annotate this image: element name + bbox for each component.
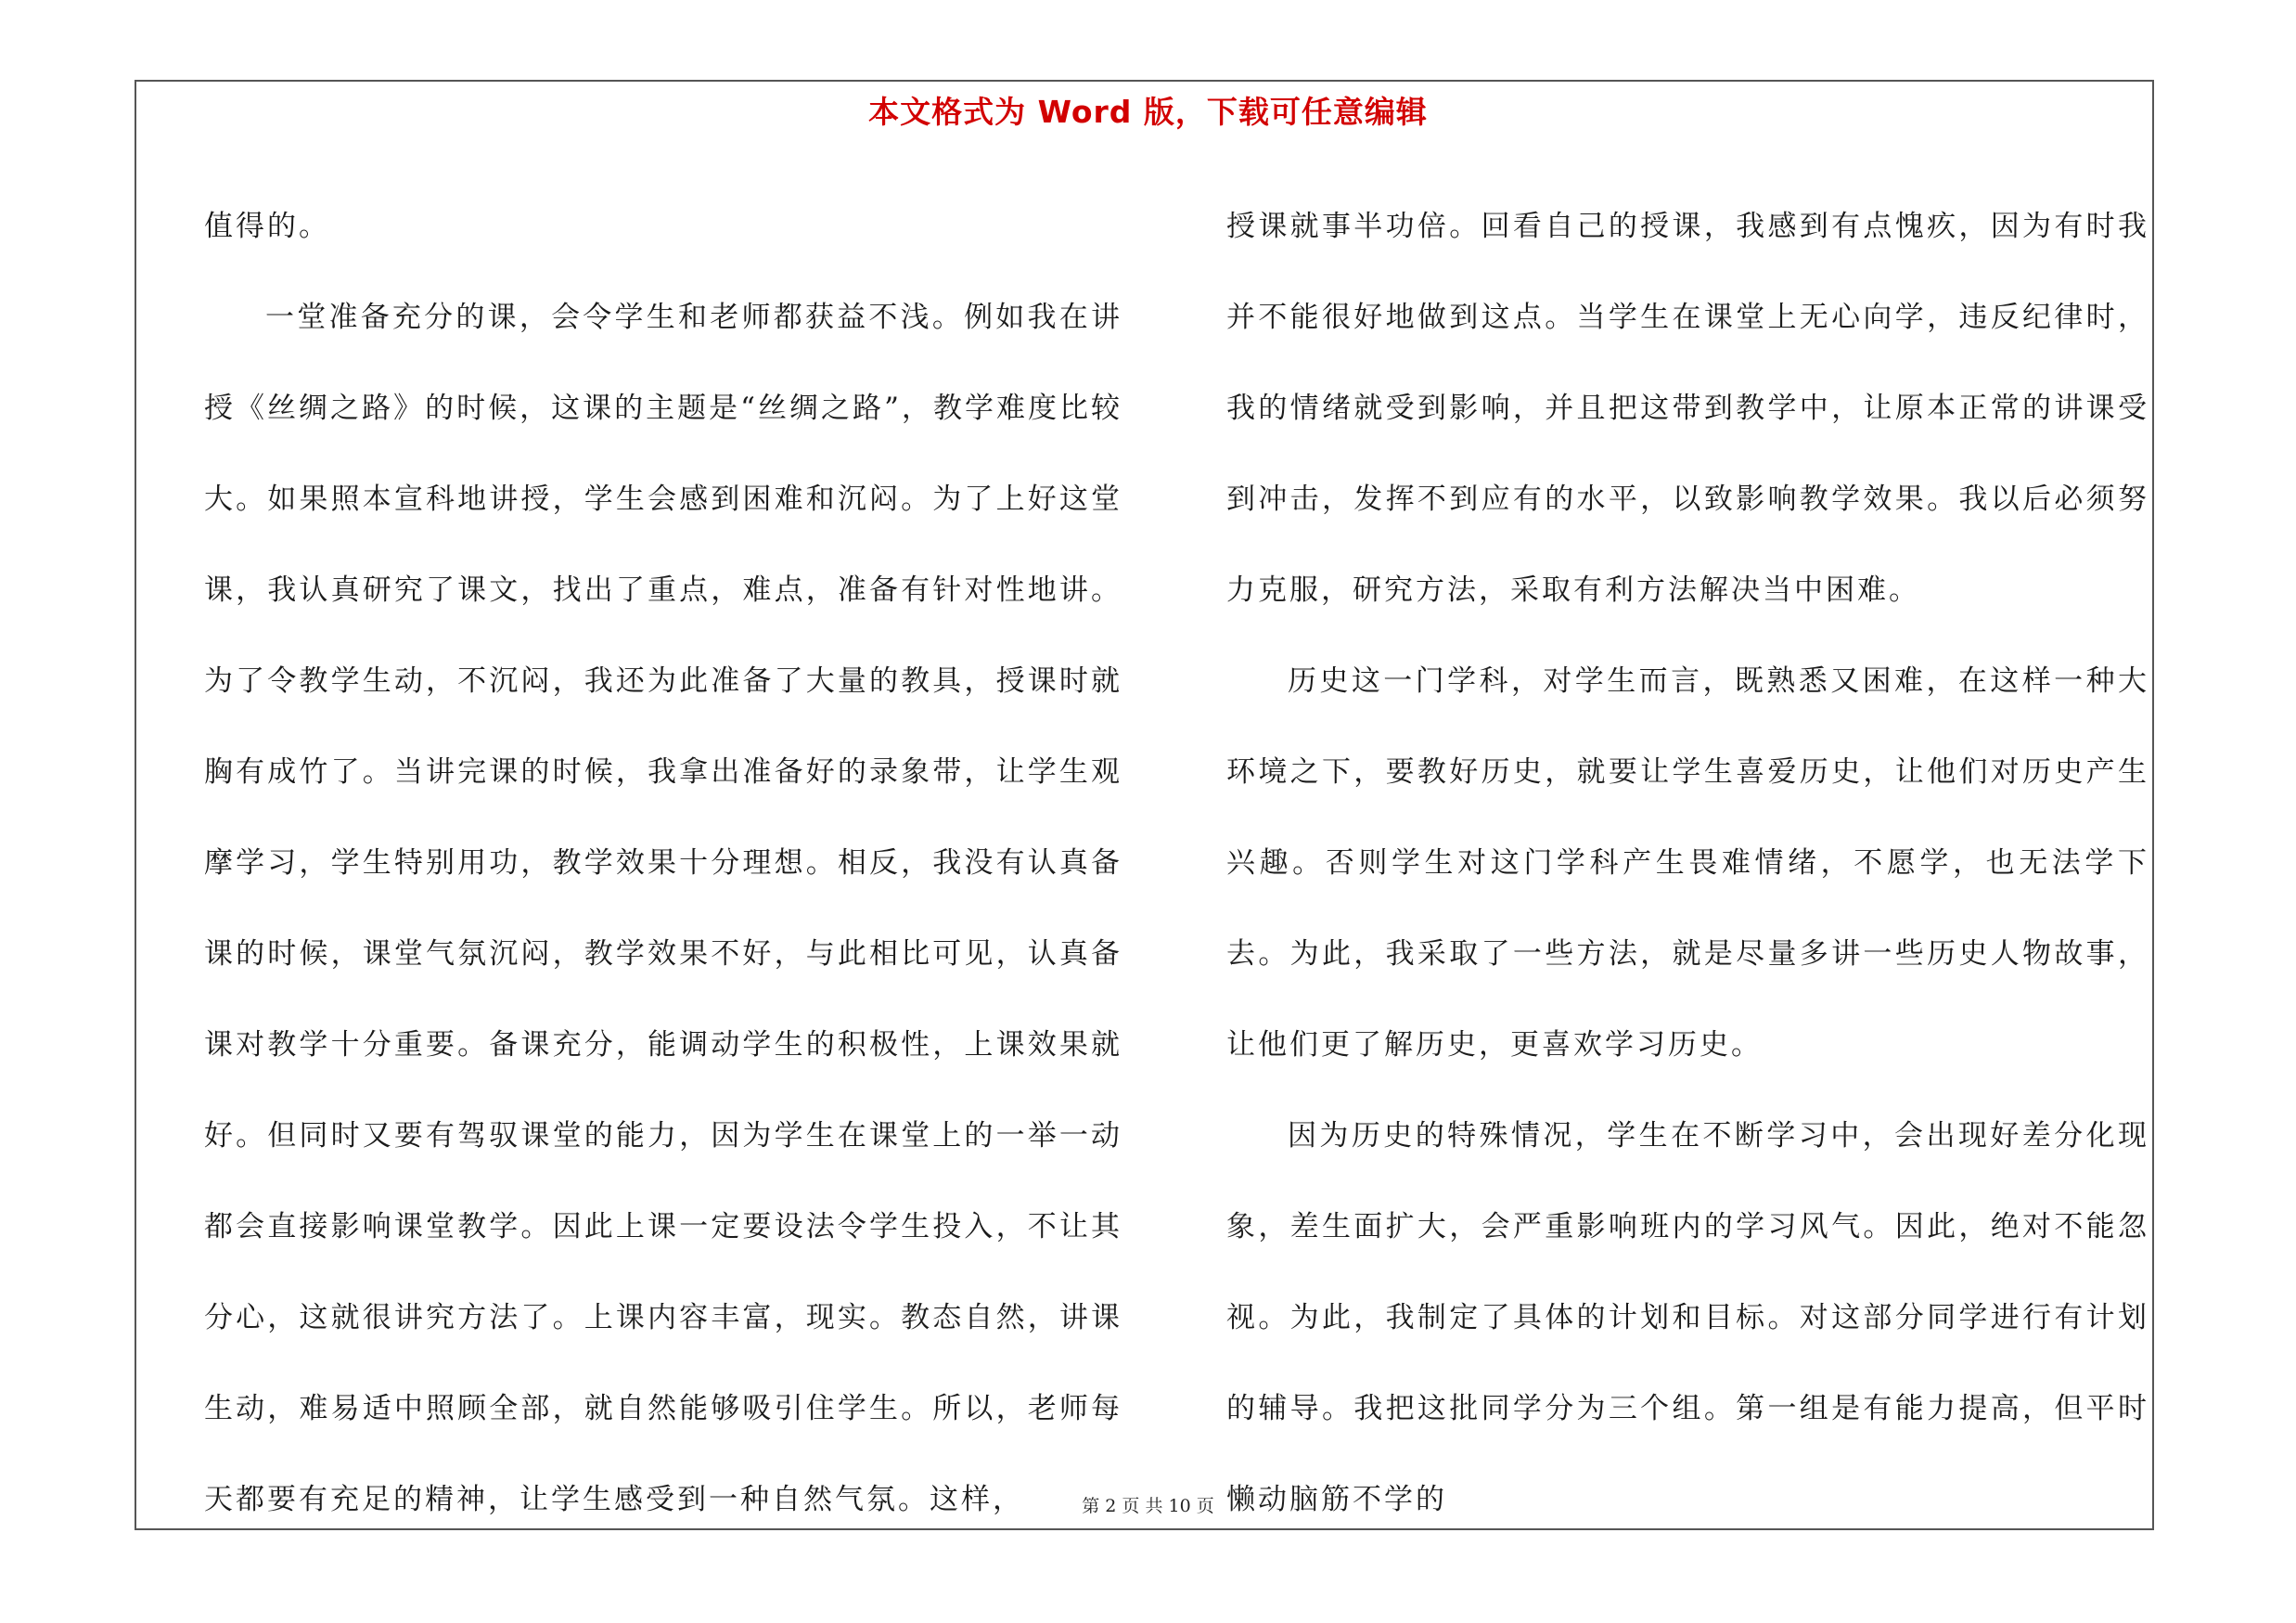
paragraph: 历史这一门学科，对学生而言，既熟悉又困难，在这样一种大环境之下，要教好历史，就要让学生喜爱历史，让他们对历史产生兴趣。否则学生对这门学科产生畏难情绪，不愿学，也无法学下去。为此，我采取了一些方法，就是尽量多讲一些历史人物故事，让他们更了解历史，更喜欢学习历史。 <box>1226 664 2149 1062</box>
right-text-column <box>1226 181 2149 1545</box>
page-number-footer: 第 2 页 共 10 页 <box>1082 1496 1214 1516</box>
word-format-banner: 本文格式为 Word 版，下载可任意编辑 <box>868 94 1428 130</box>
paragraph: 值得的。 <box>204 210 330 243</box>
paragraph: 因为历史的特殊情况，学生在不断学习中，会出现好差分化现象，差生面扩大，会严重影响班内的学习风气。因此，绝对不能忽视。为此，我制定了具体的计划和目标。对这部分同学进行有计划的辅导。我把这批同学分为三个组。第一组是有能力提高，但平时懒动脑筋不学的 <box>1226 1119 2149 1516</box>
left-text-column <box>204 181 1122 1545</box>
paragraph: 一堂准备充分的课，会令学生和老师都获益不浅。例如我在讲授《丝绸之路》的时候，这课的主题是“丝绸之路”，教学难度比较大。如果照本宣科地讲授，学生会感到困难和沉闷。为了上好这堂课，我认真研究了课文，找出了重点，难点，准备有针对性地讲。为了令教学生动，不沉闷，我还为此准备了大量的教具，授课时就胸有成竹了。当讲完课的时候，我拿出准备好的录象带，让学生观摩学习，学生特别用功，教学效果十分理想。相反，我没有认真备课的时候，课堂气氛沉闷，教学效果不好，与此相比可见，认真备课对教学十分重要。备课充分，能调动学生的积极性，上课效果就好。但同时又要有驾驭课堂的能力，因为学生在课堂上的一举一动都会直接影响课堂教学。因此上课一定要设法令学生投入，不让其分心，这就很讲究方法了。上课内容丰富，现实。教态自然，讲课生动，难易适中照顾全部，就自然能够吸引住学生。所以，老师每天都要有充足的精神，让学生感受到一种自然气氛。这样， <box>204 301 1122 1516</box>
paragraph: 授课就事半功倍。回看自己的授课，我感到有点愧疚，因为有时我并不能很好地做到这点。当学生在课堂上无心向学，违反纪律时，我的情绪就受到影响，并且把这带到教学中，让原本正常的讲课受到冲击，发挥不到应有的水平，以致影响教学效果。我以后必须努力克服，研究方法，采取有利方法解决当中困难。 <box>1226 210 2149 607</box>
